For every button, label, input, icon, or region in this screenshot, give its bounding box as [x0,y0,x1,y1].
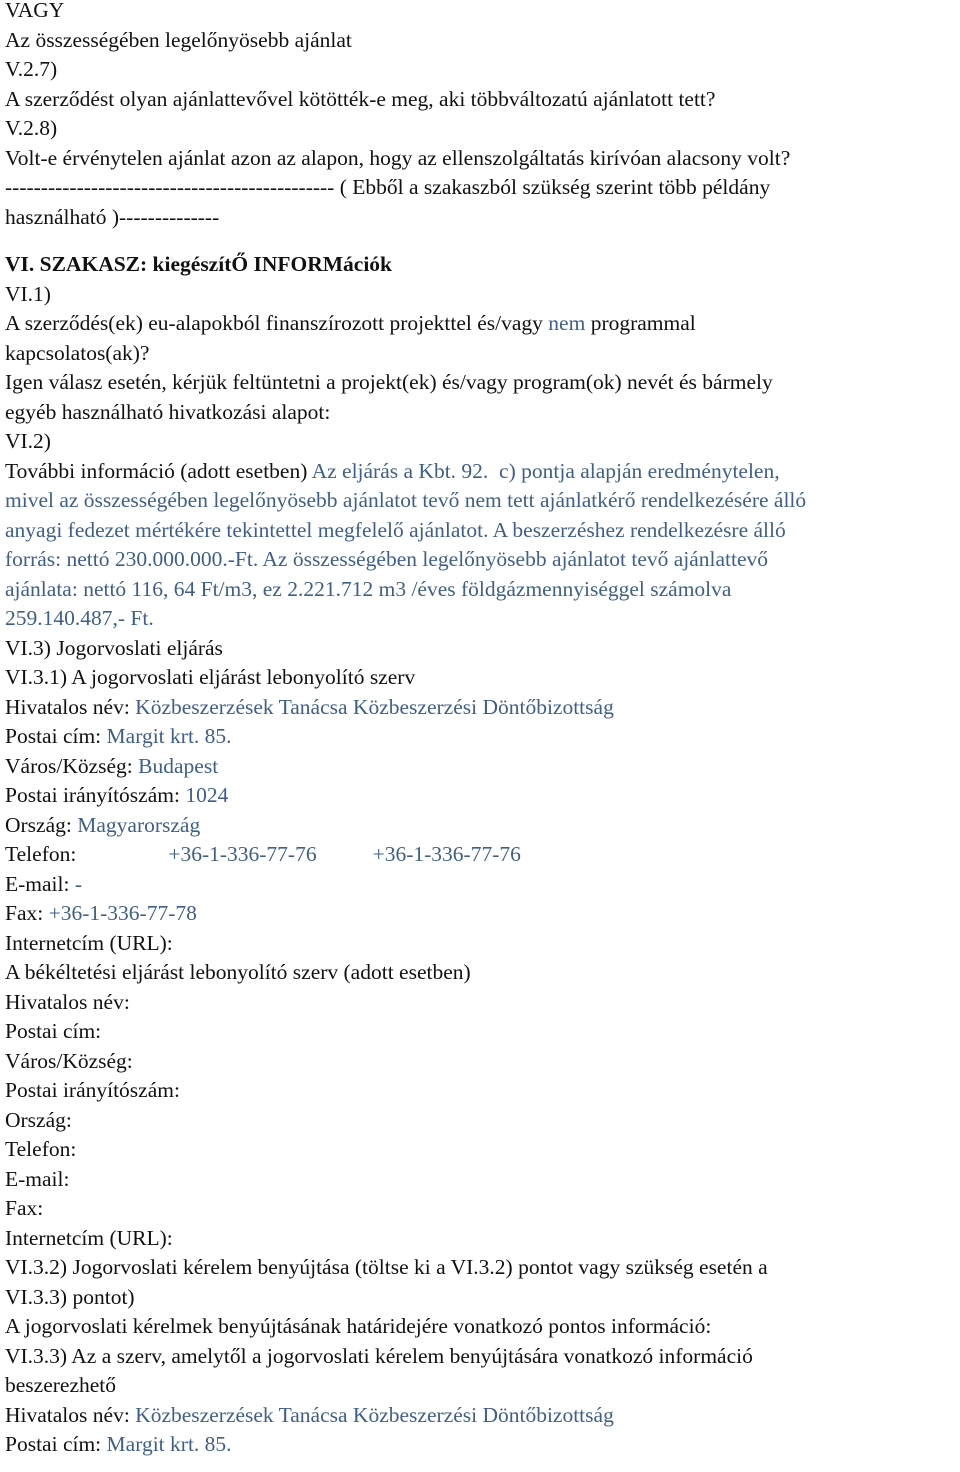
section-number: VI.3) Jogorvoslati eljárás [5,635,223,660]
field-label: Postai irányítószám: [5,1078,180,1102]
field-label: Internetcím (URL): [5,1225,173,1250]
field-label: Ország: [5,1107,72,1132]
field-label: Hivatalos név: [5,694,136,719]
review-body-email [5,870,960,900]
field-value-line: forrás: nettó 230.000.000.-Ft. Az összességében legelőnyösebb ajánlatot tevő ajánlattevő [5,547,769,571]
text-line: Volt-e érvénytelen ajánlat azon az alapon, hogy az ellenszolgáltatás kirívóan alacsony volt? [5,145,791,170]
field-label: Postai irányítószám: [5,783,186,807]
separator-line: használható )-------------- [5,204,220,229]
text-line: Az összességében legelőnyösebb ajánlat [5,27,352,52]
section-heading: VI. SZAKASZ: kiegészítŐ INFORMációk [5,252,392,276]
text-line: A szerződést olyan ajánlattevővel kötötték-e meg, aki többváltozatú ajánlatott tett? [5,86,716,111]
field-label: Postai cím: [5,724,107,748]
phone-value: +36-1-336-77-76 [372,842,521,866]
text-line: beszerezhető [5,1373,117,1397]
field-value: Margit krt. 85. [106,724,232,748]
text-line: VI.3.3) pontot) [5,1284,135,1309]
info-body-address [5,1430,960,1460]
text-line: A jogorvoslati kérelmek benyújtásának határidejére vonatkozó pontos információ: [5,1314,712,1338]
field-label: Telefon: [5,842,77,866]
text-line [5,309,960,339]
review-body-address [5,722,960,752]
field-label: Fax: [5,901,49,925]
text-line: VAGY [5,0,65,22]
answer-value: nem [548,311,586,335]
field-label: Postai cím: [5,1019,102,1043]
field-label: Ország: [5,812,78,837]
info-body-name [5,1401,960,1431]
text-fragment: programmal [585,311,696,335]
text-line [5,457,960,487]
field-value: Közbeszerzések Tanácsa Közbeszerzési Döntőbizottság [135,1402,614,1427]
section-number: VI.3.3) Az a szerv, amelytől a jogorvoslati kérelem benyújtására vonatkozó információ [5,1343,753,1368]
mediation-heading: A békéltetési eljárást lebonyolító szerv (adott esetben) [5,960,471,984]
field-value: Az eljárás a Kbt. 92. c) pontja alapján eredménytelen, [311,458,780,483]
field-value-line: mivel az összességében legelőnyösebb ajánlatot tevő nem tett ajánlatkérő rendelkezésére álló [5,488,807,512]
review-body-phone [5,840,960,870]
text-fragment: A szerződés(ek) eu-alapokból finanszírozott projekttel és/vagy [5,311,549,335]
field-value: Margit krt. 85. [106,1432,232,1456]
field-value: 1024 [185,783,229,807]
field-label: E-mail: [5,1166,70,1191]
field-label: Postai cím: [5,1432,107,1456]
text-line: egyéb használható hivatkozási alapot: [5,399,331,424]
field-label: E-mail: [5,871,75,896]
section-number: VI.1) [5,281,51,306]
review-body-zip [5,781,960,811]
field-value: Magyarország [77,812,201,837]
field-label: Fax: [5,1196,44,1220]
field-value-line: ajánlata: nettó 116, 64 Ft/m3, ez 2.221.712 m3 /éves földgázmennyiséggel számolva [5,576,732,601]
phone-value: +36-1-336-77-76 [168,842,317,866]
field-value: +36-1-336-77-78 [48,901,197,925]
section-number: VI.2) [5,429,51,453]
field-value-line: 259.140.487,- Ft. [5,606,154,630]
field-label: Hivatalos név: [5,989,130,1014]
review-body-city [5,752,960,782]
field-label: Város/Község: [5,1048,133,1073]
text-line: kapcsolatos(ak)? [5,340,150,365]
section-number: V.2.7) [5,57,58,81]
review-body-fax [5,899,960,929]
review-body-country [5,811,960,841]
field-label: Telefon: [5,1137,77,1161]
text-line: Igen válasz esetén, kérjük feltüntetni a projekt(ek) és/vagy program(ok) nevét és bármely [5,370,773,394]
review-body-url: Internetcím (URL): [5,930,173,955]
section-number: V.2.8) [5,116,58,140]
field-value-line: anyagi fedezet mértékére tekintettel megfelelő ajánlatot. A beszerzéshez rendelkezésre álló [5,517,786,542]
field-label: További információ (adott esetben) [5,458,312,483]
field-label: Hivatalos név: [5,1402,136,1427]
field-value: Közbeszerzések Tanácsa Közbeszerzési Döntőbizottság [135,694,614,719]
field-label: Város/Község: [5,753,139,778]
section-number: VI.3.1) A jogorvoslati eljárást lebonyolító szerv [5,665,416,689]
review-body-name [5,693,960,723]
separator-line: ---------------------------------------------- ( Ebből a szakaszból szükség szerint több példány [5,175,771,199]
field-value: - [74,871,83,896]
section-number: VI.3.2) Jogorvoslati kérelem benyújtása (töltse ki a VI.3.2) pontot vagy szükség esetén a [5,1255,768,1279]
field-value: Budapest [138,753,219,778]
